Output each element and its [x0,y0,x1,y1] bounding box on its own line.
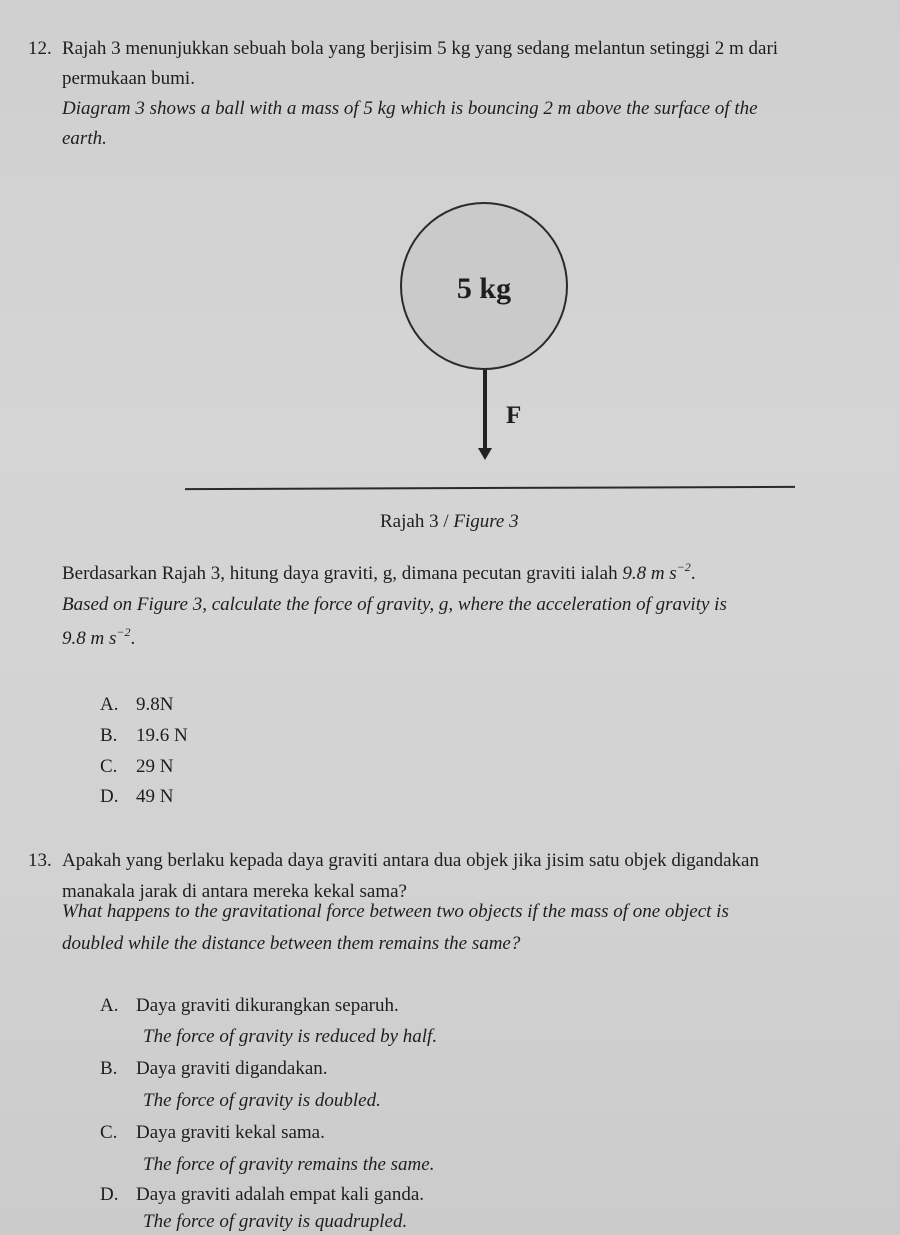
option-text: 29 N [136,756,174,777]
q13-option-b[interactable] [100,1058,328,1080]
option-text: 49 N [136,786,174,807]
prompt-ms-text: Berdasarkan Rajah 3, hitung daya graviti, g, dimana pecutan graviti ialah [62,563,623,584]
option-text-ms: Daya graviti digandakan. [136,1058,328,1079]
q13-option-b-en: The force of gravity is doubled. [143,1090,381,1111]
question-12-stem-ms-line1: Rajah 3 menunjukkan sebuah bola yang berjisim 5 kg yang sedang melantun setinggi 2 m dari [62,38,779,59]
question-12-stem-en-line1: Diagram 3 shows a ball with a mass of 5 kg which is bouncing 2 m above the surface of the [62,98,758,119]
q12-option-b[interactable] [100,725,188,747]
option-letter: B. [100,1058,118,1079]
q13-option-c-en: The force of gravity remains the same. [143,1154,435,1175]
prompt-en-unit-exponent: −2 [116,625,131,639]
option-letter: B. [100,725,118,746]
question-12-prompt-en-line2 [62,625,136,650]
question-13-stem-en-line1: What happens to the gravitational force between two objects if the mass of one object is [62,901,729,922]
ball-circle [400,202,568,370]
question-13-number: 13. [28,850,52,871]
question-12-prompt-en-line1: Based on Figure 3, calculate the force of gravity, g, where the acceleration of gravity is [62,594,727,615]
option-letter: C. [100,1122,118,1143]
prompt-en-unit: 9.8 m s [62,628,117,649]
option-letter: D. [100,786,119,807]
question-13-stem-ms-line2: manakala jarak di antara mereka kekal sama? [62,881,407,902]
option-letter: A. [100,694,119,715]
force-arrow-down-icon [478,448,492,460]
option-text-ms: Daya graviti kekal sama. [136,1122,325,1143]
option-text: 19.6 N [136,725,188,746]
q13-option-c[interactable] [100,1122,325,1144]
force-label: F [506,402,522,429]
question-12-number: 12. [28,38,52,59]
prompt-ms-unit-exponent: −2 [676,560,691,574]
question-13-stem-en-line2: doubled while the distance between them remains the same? [62,933,521,954]
q12-option-c[interactable] [100,756,173,778]
question-12-stem-en-line2: earth. [62,128,107,149]
q12-option-a[interactable] [100,694,173,716]
q13-option-d-en: The force of gravity is quadrupled. [143,1211,408,1232]
option-letter: C. [100,756,118,777]
q12-option-d[interactable] [100,786,173,808]
option-letter: A. [100,995,119,1016]
force-arrow-shaft [483,370,487,450]
prompt-ms-period: . [690,563,696,584]
option-text-ms: Daya graviti adalah empat kali ganda. [136,1184,425,1205]
q13-option-d[interactable] [100,1184,424,1206]
question-13-stem-ms-line1: Apakah yang berlaku kepada daya graviti antara dua objek jika jisim satu objek digandakan [62,850,759,871]
option-text-ms: Daya graviti dikurangkan separuh. [136,995,399,1016]
question-12-prompt-ms [62,560,696,585]
option-letter: D. [100,1184,119,1205]
prompt-ms-unit: 9.8 m s [622,563,677,584]
q13-option-a-en: The force of gravity is reduced by half. [143,1026,438,1047]
figure-caption-en: Figure 3 [453,511,519,532]
ball-mass-label: 5 kg [456,272,512,305]
figure-caption [380,511,519,533]
prompt-en-period: . [130,628,136,649]
question-12-stem-ms-line2: permukaan bumi. [62,68,195,89]
ground-line [185,486,795,490]
figure-caption-ms: Rajah 3 / [380,511,454,532]
q13-option-a[interactable] [100,995,399,1017]
option-text: 9.8N [136,694,174,715]
